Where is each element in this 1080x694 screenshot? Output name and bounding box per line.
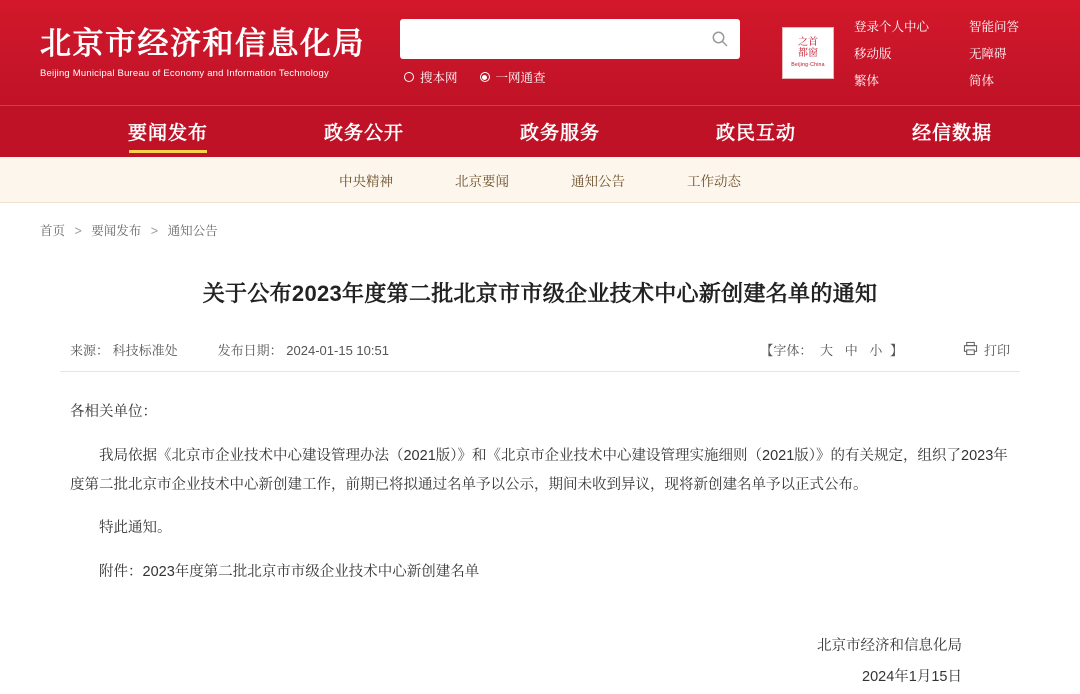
- font-size-medium[interactable]: 中: [845, 343, 858, 358]
- site-logo[interactable]: [26, 26, 386, 79]
- breadcrumb-item-news[interactable]: 要闻发布: [91, 224, 141, 238]
- radio-icon-checked: [480, 72, 490, 82]
- search-scope-label-0: 搜本网: [420, 68, 458, 86]
- subnav-item-central-spirit[interactable]: 中央精神: [339, 170, 393, 190]
- main-nav: [0, 105, 1080, 157]
- utility-link-traditional[interactable]: 繁体: [854, 71, 929, 89]
- site-logo-cn: 北京市经济和信息化局: [40, 26, 386, 62]
- search-button[interactable]: [700, 19, 740, 59]
- print-button[interactable]: [963, 340, 1010, 359]
- utility-column-1: [854, 17, 929, 89]
- search-zone: [400, 19, 740, 86]
- article-source-label: 来源：: [70, 343, 109, 358]
- nav-item-government-services[interactable]: 政务服务: [462, 106, 658, 157]
- breadcrumb-item-home[interactable]: 首页: [40, 224, 65, 238]
- font-size-label-end: 】: [890, 343, 903, 358]
- printer-icon: [963, 341, 978, 359]
- article-date-label: 发布日期：: [218, 343, 283, 358]
- article-meta: [60, 340, 1020, 372]
- seal-glyph-3: 窗: [808, 49, 818, 60]
- subnav-item-announcements[interactable]: 通知公告: [571, 170, 625, 190]
- subnav-item-work-updates[interactable]: 工作动态: [687, 170, 741, 190]
- site-logo-en: Beijing Municipal Bureau of Economy and Information Technology: [40, 68, 386, 79]
- nav-item-economic-data[interactable]: 经信数据: [854, 106, 1050, 157]
- utility-link-simplified[interactable]: 简体: [969, 71, 1019, 89]
- breadcrumb-separator-2: >: [151, 224, 158, 238]
- nav-item-public-interaction[interactable]: 政民互动: [658, 106, 854, 157]
- search-scope-group: [400, 68, 740, 86]
- header-utility-links: [854, 17, 1019, 89]
- article-date-value: 2024-01-15 10:51: [286, 343, 389, 358]
- font-size-small[interactable]: 小: [869, 343, 882, 358]
- sub-nav: [0, 157, 1080, 203]
- subnav-item-beijing-news[interactable]: 北京要闻: [455, 170, 509, 190]
- seal-glyph-2: 都: [798, 49, 808, 60]
- nav-item-government-affairs[interactable]: 政务公开: [266, 106, 462, 157]
- signature-organization: 北京市经济和信息化局: [60, 631, 962, 663]
- font-size-large[interactable]: 大: [820, 343, 833, 358]
- print-label: 打印: [984, 340, 1010, 359]
- utility-link-login[interactable]: 登录个人中心: [854, 17, 929, 35]
- seal-english-label: Beijing·China: [791, 62, 824, 68]
- breadcrumb-separator-1: >: [75, 224, 82, 238]
- article-paragraph-0: 各相关单位：: [70, 398, 1010, 427]
- article-attachment-line[interactable]: 附件：2023年度第二批北京市市级企业技术中心新创建名单: [70, 558, 1010, 587]
- article-meta-tools: [760, 340, 1010, 359]
- breadcrumb: [0, 203, 1080, 251]
- radio-icon-unchecked: [404, 72, 414, 82]
- seal-glyph-0: 之: [798, 38, 808, 49]
- article-date: [218, 340, 389, 359]
- utility-column-2: [969, 17, 1019, 89]
- beijing-china-seal[interactable]: [782, 27, 834, 79]
- font-size-control: [760, 340, 903, 359]
- font-size-label: 【字体：: [760, 343, 812, 358]
- nav-item-news[interactable]: 要闻发布: [70, 106, 266, 157]
- search-scope-label-1: 一网通查: [496, 68, 546, 86]
- breadcrumb-item-announcements[interactable]: 通知公告: [168, 224, 218, 238]
- utility-link-smart-qa[interactable]: 智能问答: [969, 17, 1019, 35]
- utility-link-accessibility[interactable]: 无障碍: [969, 44, 1019, 62]
- article-paragraph-1: 我局依据《北京市企业技术中心建设管理办法（2021版）》和《北京市企业技术中心建设管理实施细则（2021版）》的有关规定，组织了2023年度第二批北京市企业技术中心新创建工作，前期已将拟通过名单予以公示，期间未收到异议，现将新创建名单予以正式公布。: [70, 442, 1010, 500]
- article-body: [60, 398, 1020, 587]
- site-header: [0, 0, 1080, 105]
- search-box[interactable]: [400, 19, 740, 59]
- utility-link-mobile[interactable]: 移动版: [854, 44, 929, 62]
- search-scope-option-1[interactable]: [480, 68, 546, 86]
- page-title: 关于公布2023年度第二批北京市市级企业技术中心新创建名单的通知: [60, 277, 1020, 310]
- article-source: [70, 340, 178, 359]
- seal-glyph-1: 首: [808, 38, 818, 49]
- search-scope-option-0[interactable]: [404, 68, 458, 86]
- seal-glyphs: [798, 38, 818, 59]
- signature-date: 2024年1月15日: [60, 662, 962, 694]
- article-signature: [60, 631, 1020, 694]
- article-paragraph-2: 特此通知。: [70, 514, 1010, 543]
- article: [0, 277, 1080, 694]
- article-source-value: 科技标准处: [113, 343, 178, 358]
- search-input[interactable]: [400, 19, 700, 59]
- search-icon: [711, 30, 729, 48]
